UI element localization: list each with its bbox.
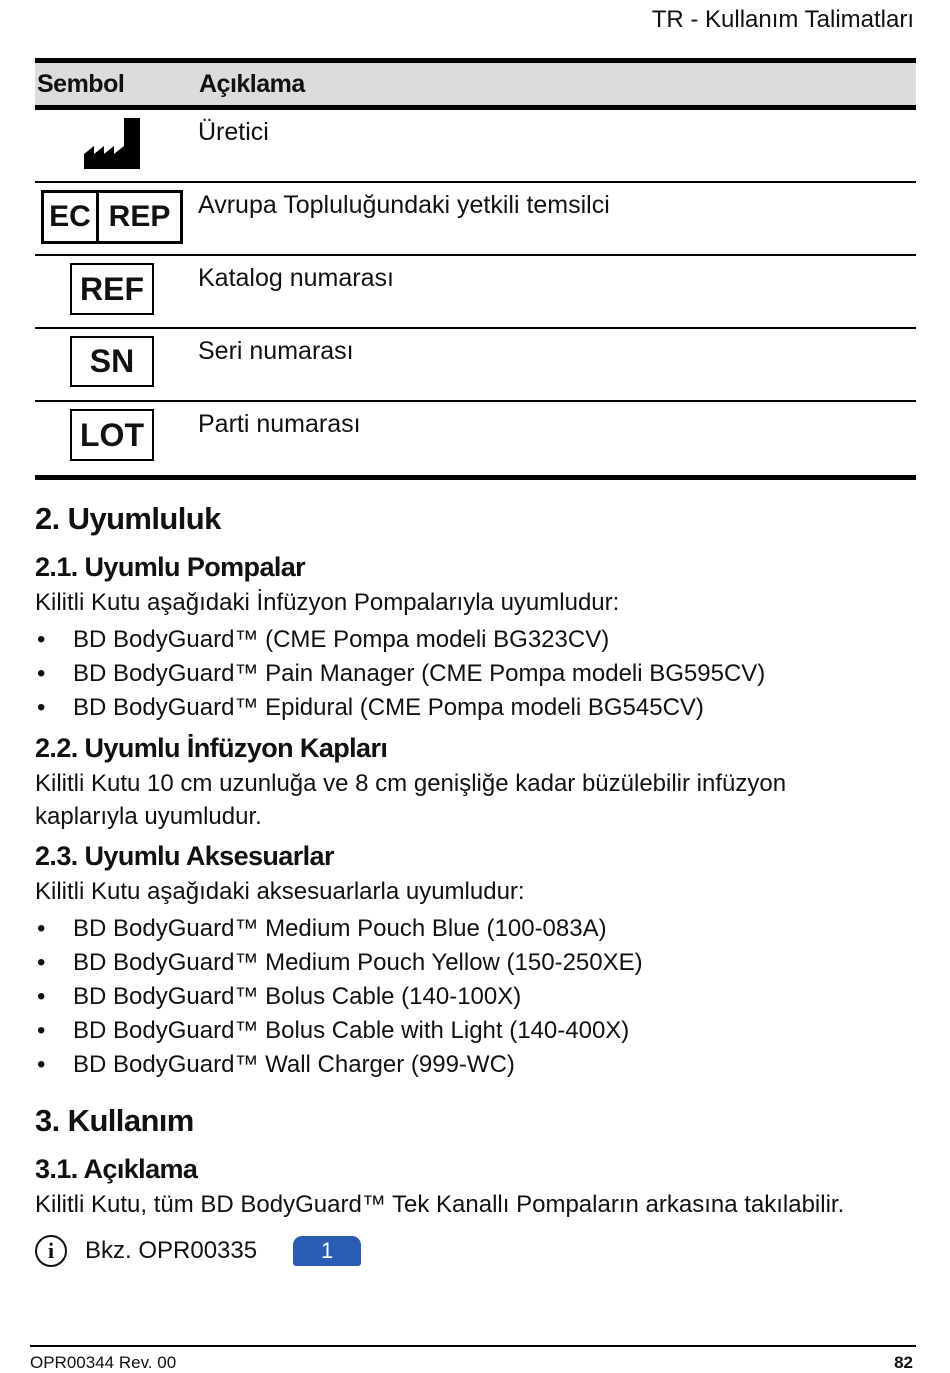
footer-divider — [30, 1345, 916, 1347]
reference-badge[interactable]: 1 — [293, 1236, 361, 1266]
info-icon: i — [35, 1235, 67, 1267]
section-title: 3. Kullanım — [35, 1103, 194, 1138]
lot-icon: LOT — [70, 409, 154, 461]
subsection-title: 2.3. Uyumlu Aksesuarlar — [35, 841, 334, 871]
table-row — [35, 110, 916, 183]
list-item: • BD BodyGuard™ Medium Pouch Blue (100-083A) — [35, 912, 915, 946]
table-header-row — [35, 58, 916, 110]
sn-icon: SN — [70, 336, 154, 387]
subsection-title: 3.1. Açıklama — [35, 1154, 198, 1184]
list-item: • BD BodyGuard™ Medium Pouch Yellow (150-250XE) — [35, 946, 915, 980]
paragraph: Kilitli Kutu aşağıdaki aksesuarlarla uyumludur: — [35, 878, 525, 905]
list-item: • BD BodyGuard™ Bolus Cable (140-100X) — [35, 980, 915, 1014]
list-item: • BD BodyGuard™ Bolus Cable with Light (140-400X) — [35, 1014, 915, 1048]
page-number: 82 — [894, 1353, 913, 1372]
reference-line — [35, 1233, 915, 1269]
ec-rep-icon: EC REP — [41, 190, 183, 244]
manufacturer-icon — [83, 116, 141, 170]
table-row — [35, 329, 916, 402]
list-item: • BD BodyGuard™ (CME Pompa modeli BG323CV) — [35, 623, 915, 657]
subsection-title: 2.1. Uyumlu Pompalar — [35, 552, 306, 582]
footer-doc-id: OPR00344 Rev. 00 — [30, 1353, 177, 1372]
bullet-list — [35, 623, 915, 725]
table-row — [35, 256, 916, 329]
symbol-description: Parti numarası — [198, 410, 361, 438]
list-item: • BD BodyGuard™ Epidural (CME Pompa modeli BG545CV) — [35, 691, 915, 725]
list-item: • BD BodyGuard™ Wall Charger (999-WC) — [35, 1048, 915, 1082]
column-header-symbol: Sembol — [37, 69, 125, 98]
paragraph: Kilitli Kutu 10 cm uzunluğa ve 8 cm genişliğe kadar büzülebilir infüzyon kaplarıyla uyumludur. — [35, 770, 787, 830]
symbol-description: Üretici — [198, 118, 269, 146]
running-header: TR - Kullanım Talimatları — [651, 6, 914, 33]
symbol-description: Seri numarası — [198, 337, 354, 365]
symbol-table — [35, 58, 916, 480]
column-header-description: Açıklama — [199, 69, 305, 98]
list-item: • BD BodyGuard™ Pain Manager (CME Pompa modeli BG595CV) — [35, 657, 915, 691]
document-body — [35, 496, 915, 1269]
paragraph: Kilitli Kutu, tüm BD BodyGuard™ Tek Kanallı Pompaların arkasına takılabilir. — [35, 1191, 845, 1218]
table-row — [35, 183, 916, 256]
table-row — [35, 402, 916, 480]
subsection-title: 2.2. Uyumlu İnfüzyon Kapları — [35, 733, 388, 763]
bullet-list — [35, 912, 915, 1082]
symbol-description: Avrupa Topluluğundaki yetkili temsilci — [198, 191, 610, 219]
paragraph: Kilitli Kutu aşağıdaki İnfüzyon Pompalarıyla uyumludur: — [35, 589, 620, 616]
section-title: 2. Uyumluluk — [35, 501, 221, 536]
ref-icon: REF — [70, 263, 154, 315]
symbol-description: Katalog numarası — [198, 264, 394, 292]
reference-text: Bkz. OPR00335 — [85, 1237, 258, 1264]
